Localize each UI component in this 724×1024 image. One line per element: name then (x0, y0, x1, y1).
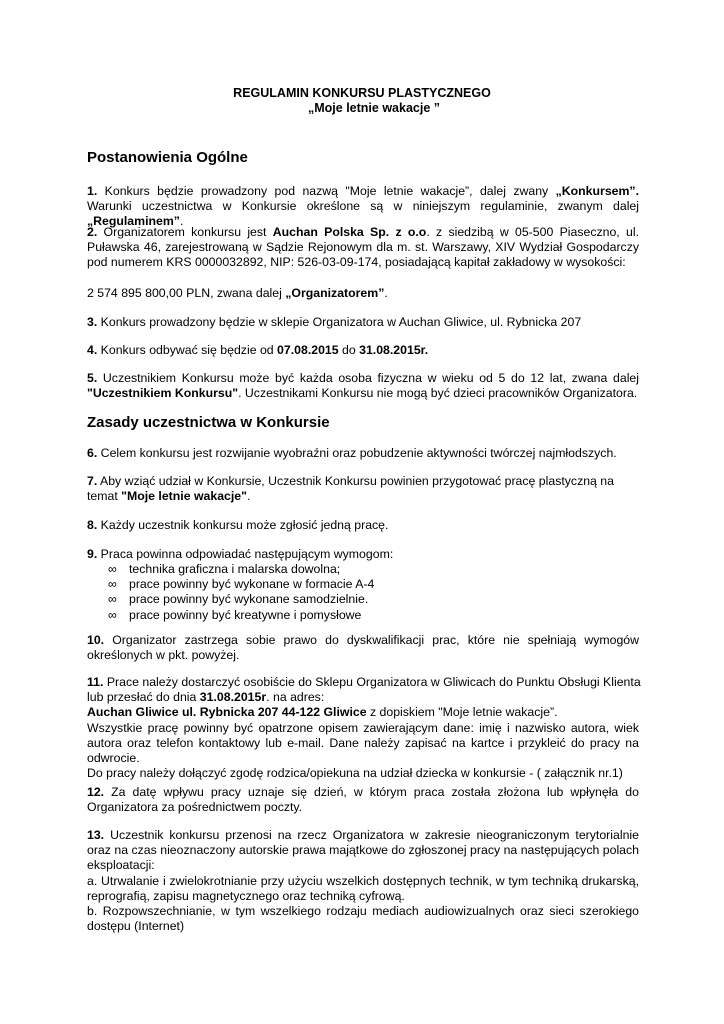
paragraph-number: 4. (87, 343, 98, 357)
bold-term: "Moje letnie wakacje" (121, 489, 247, 504)
paragraph-number: 7. (87, 474, 98, 488)
paragraph-5 (87, 371, 639, 401)
paragraph-number: 3. (87, 315, 98, 329)
paragraph-8 (87, 518, 639, 533)
paragraph-2 (87, 225, 639, 271)
paragraph-number: 13. (87, 828, 105, 842)
date-end: 31.08.2015r. (359, 343, 429, 357)
paragraph-number: 1. (87, 184, 98, 198)
list-item (108, 577, 608, 592)
paragraph-text: do (338, 343, 360, 357)
list-item-text: prace powinny być wykonane samodzielnie. (129, 592, 369, 607)
list-item (108, 608, 608, 623)
paragraph-text: . (384, 286, 388, 300)
paragraph-3 (87, 315, 639, 330)
list-item-text: prace powinny być kreatywne i pomysłowe (129, 607, 362, 622)
paragraph-1 (87, 184, 639, 230)
paragraph-text: . z siedzibą w 05-500 Piaseczno, ul. Puławska 46, zarejestrowaną w Sądzie Rejonowym dla m. st. Warszawy, XIV Wydział Gospodarczy pod numerem KRS 0000032892, NIP: 526-03-09-174, posiadającą kapitał zakładowy w wysokości: (87, 225, 639, 270)
paragraph-number: 10. (87, 633, 105, 647)
paragraph-text: Aby wziąć udział w Konkursie, Uczestnik Konkursu powinien przygotować pracę plastyczną na (97, 474, 614, 488)
paragraph-text: z dopiskiem "Moje letnie wakacje”. (366, 705, 558, 720)
paragraph-12 (87, 785, 639, 815)
list-item-text: technika graficzna i malarska dowolna; (129, 562, 341, 576)
list-item-text: prace powinny być wykonane w formacie A-4 (129, 577, 375, 592)
paragraph-number: 12. (87, 785, 105, 799)
delivery-address: Auchan Gliwice ul. Rybnicka 207 44-122 Gliwice (87, 705, 367, 720)
paragraph-number: 11. (87, 675, 104, 689)
infinity-bullet-icon: ∞ (108, 592, 117, 607)
paragraph-text: Wszystkie pracę powinny być opatrzone opisem zawierającym dane: imię i nazwisko autora, wiek autora oraz telefon kontaktowy lub e-mail. Dane należy zapisać na kartce i przykleić do pracy na odwrocie. (87, 720, 639, 766)
paragraph-6 (87, 446, 639, 461)
paragraph-text: Celem konkursu jest rozwijanie wyobraźni oraz pobudzenie aktywności twórczej najmłodszych. (97, 446, 617, 460)
paragraph-text: . (246, 489, 251, 504)
paragraph-number: 8. (87, 518, 98, 532)
paragraph-text: Każdy uczestnik konkursu może zgłosić jedną pracę. (97, 518, 389, 532)
bold-term: „Konkursem”. (555, 184, 639, 198)
paragraph-number: 5. (87, 371, 98, 385)
bold-term: "Uczestnikiem Konkursu" (87, 386, 239, 401)
paragraph-number: 6. (87, 446, 98, 460)
paragraph-10 (87, 633, 639, 663)
paragraph-text: Organizatorem konkursu jest (97, 225, 273, 239)
document-title: REGULAMIN KONKURSU PLASTYCZNEGO (233, 86, 491, 100)
paragraph-7 (87, 474, 639, 504)
paragraph-text: . Uczestnikami Konkursu nie mogą być dzieci pracowników Organizatora. (238, 386, 638, 401)
date-start: 07.08.2015 (277, 343, 339, 357)
infinity-bullet-icon: ∞ (108, 577, 117, 592)
paragraph-text: . na adres: (266, 690, 325, 705)
paragraph-9 (87, 547, 639, 562)
paragraph-text: 2 574 895 800,00 PLN, zwana dalej (87, 286, 286, 300)
bold-term: „Regulaminem” (87, 214, 180, 229)
paragraph-text: b. Rozpowszechnianie, w tym wszelkiego rodzaju mediach audiowizualnych oraz sieci szerokiego dostępu (Internet) (87, 904, 639, 934)
paragraph-text: Uczestnikiem Konkursu może być każda osoba fizyczna w wieku od 5 do 12 lat, zwana dalej (97, 371, 639, 385)
paragraph-text: Do pracy należy dołączyć zgodę rodzica/opiekuna na udział dziecka w konkursie - ( załącznik nr.1) (87, 766, 623, 781)
paragraph-text: Prace należy dostarczyć osobiście do Sklepu Organizatora w Gliwicach do Punktu Obsługi Klienta (103, 675, 641, 689)
paragraph-11 (87, 675, 639, 781)
paragraph-2-capital (87, 286, 639, 301)
paragraph-text: Konkurs odbywać się będzie od (97, 343, 278, 357)
section-heading-general: Postanowienia Ogólne (87, 149, 248, 166)
paragraph-text: a. Utrwalanie i zwielokrotnianie przy użyciu wszelkich dostępnych technik, w tym techniką drukarską, reprografią, zapisu magnetycznego oraz techniką cyfrową. (87, 873, 639, 903)
paragraph-text: Warunki uczestnictwa w Konkursie określone są w niniejszym regulaminie, zwanym dalej (87, 199, 639, 214)
paragraph-text: lub przesłać do dnia (87, 690, 200, 705)
paragraph-text: Uczestnik konkursu przenosi na rzecz Organizatora w zakresie nieograniczonym terytorialnie oraz na czas nieoznaczony autorskie prawa majątkowe do zgłoszonej pracy na następujących polach eksploatacji: (87, 828, 639, 873)
document-subtitle: „Moje letnie wakacje ” (308, 101, 440, 115)
paragraph-text: Organizator zastrzega sobie prawo do dyskwalifikacji prac, które nie spełniają wymogów określonych w pkt. powyżej. (87, 633, 639, 663)
deadline-date: 31.08.2015r (199, 690, 267, 705)
section-heading-rules: Zasady uczestnictwa w Konkursie (87, 414, 330, 431)
list-item (108, 562, 608, 577)
paragraph-4 (87, 343, 639, 358)
list-item (108, 592, 608, 607)
bold-term: „Organizatorem” (285, 286, 385, 300)
bold-term: Auchan Polska Sp. z o.o (272, 225, 427, 239)
infinity-bullet-icon: ∞ (108, 607, 117, 622)
paragraph-text: Praca powinna odpowiadać następującym wymogom: (97, 547, 394, 561)
paragraph-number: 2. (87, 225, 98, 239)
paragraph-text: Konkurs będzie prowadzony pod nazwą "Moje letnie wakacje”, dalej zwany (97, 184, 556, 198)
infinity-bullet-icon: ∞ (108, 562, 117, 576)
paragraph-13 (87, 828, 639, 934)
paragraph-text: temat (87, 489, 122, 504)
paragraph-number: 9. (87, 547, 98, 561)
requirements-list (108, 562, 608, 623)
paragraph-text: Konkurs prowadzony będzie w sklepie Organizatora w Auchan Gliwice, ul. Rybnicka 207 (97, 315, 582, 329)
paragraph-text: . (179, 214, 184, 229)
paragraph-text: Za datę wpływu pracy uznaje się dzień, w którym praca została złożona lub wpłynęła do Organizatora za pośrednictwem poczty. (87, 785, 639, 815)
